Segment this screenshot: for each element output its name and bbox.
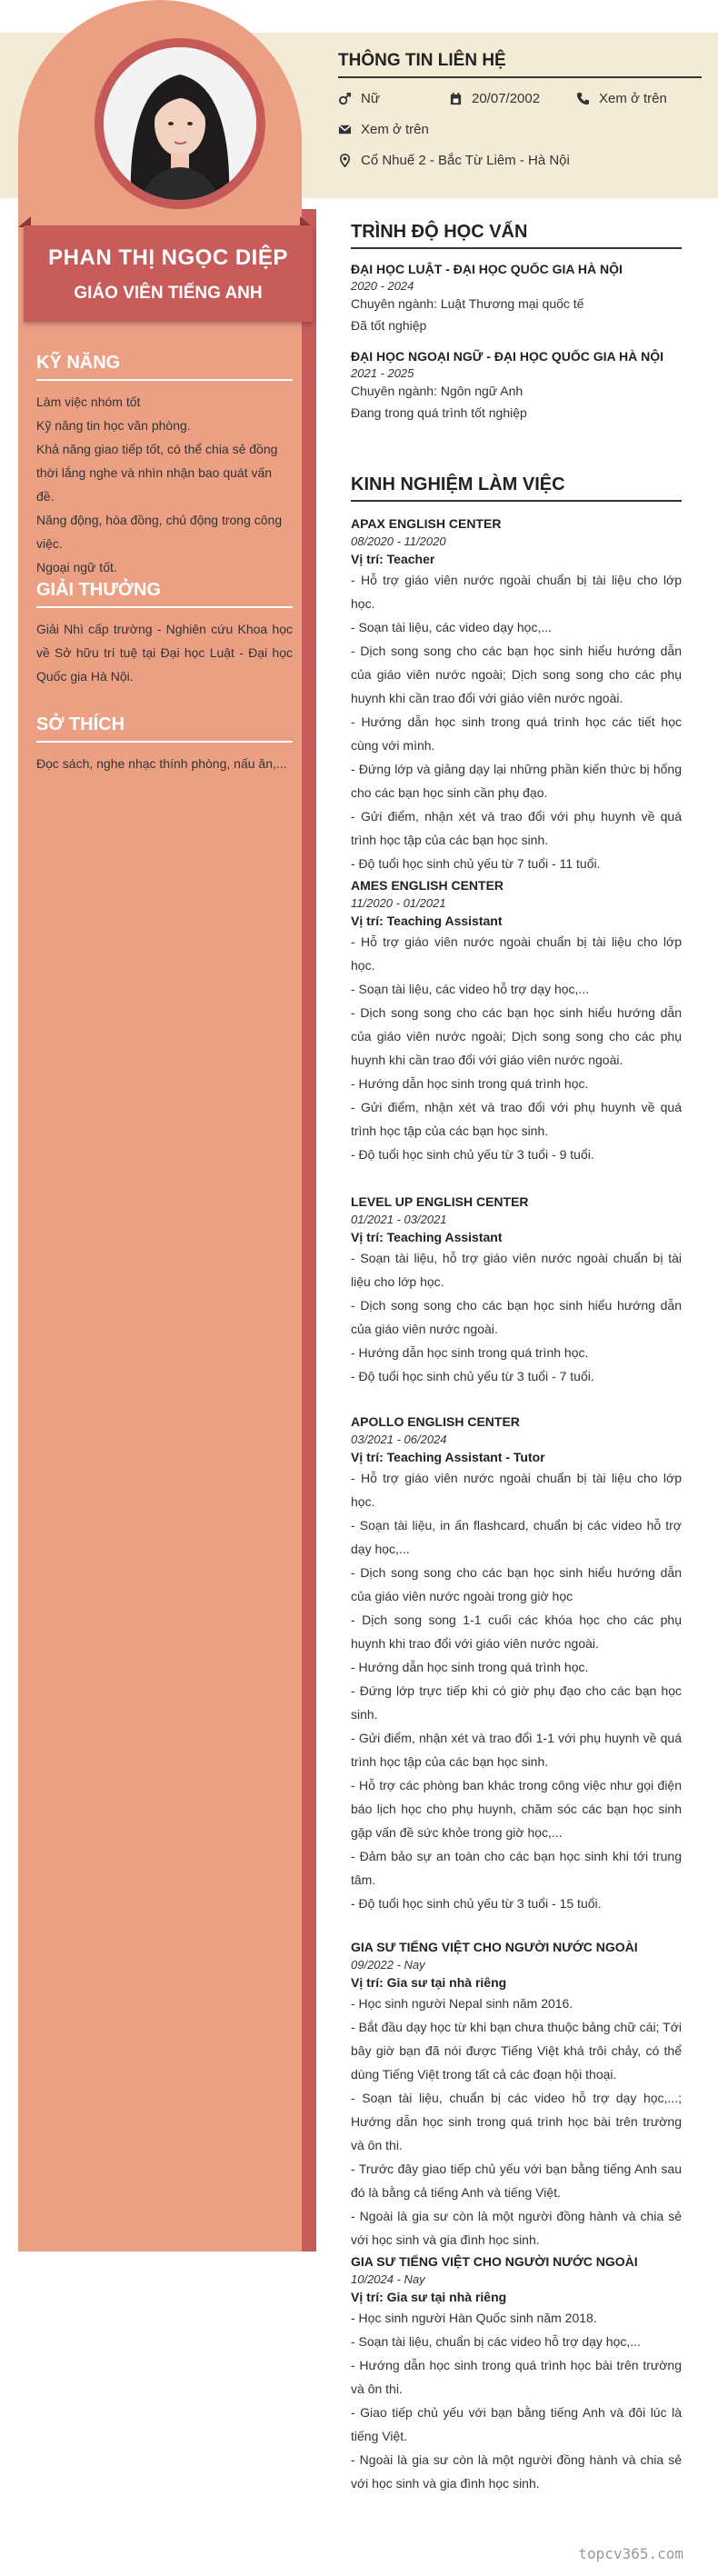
job-entry xyxy=(351,1414,682,1915)
skills-section xyxy=(36,353,293,579)
job-duty: - Giao tiếp chủ yếu với bạn bằng tiếng Anh và đôi lúc là tiếng Việt. xyxy=(351,2405,682,2443)
job-duty: - Độ tuổi học sinh chủ yếu từ 3 tuổi - 9 tuổi. xyxy=(351,1147,594,1162)
school-major: Chuyên ngành: Ngôn ngữ Anh xyxy=(351,384,524,398)
job-period: 09/2022 - Nay xyxy=(351,1958,425,1972)
job-period: 03/2021 - 06/2024 xyxy=(351,1433,447,1446)
education-section xyxy=(351,222,682,424)
phone-row xyxy=(576,91,667,106)
job-duty: - Hỗ trợ giáo viên nước ngoài chuẩn bị tài liệu cho lớp học. xyxy=(351,1471,682,1509)
job-duty: - Đảm bảo sự an toàn cho các bạn học sinh khi tới trung tâm. xyxy=(351,1849,682,1887)
job-position: Vị trí: Gia sư tại nhà riêng xyxy=(351,2290,507,2304)
job-duty: - Dịch song song cho các bạn học sinh hiểu hướng dẫn của giáo viên nước ngoài; Dịch song song cho các phụ huynh khi cần trao đổi với giáo viên nước ngoài. xyxy=(351,1005,682,1067)
job-duty: - Dịch song song cho các bạn học sinh hiểu hướng dẫn của giáo viên nước ngoài trong giờ học xyxy=(351,1565,682,1603)
experience-section xyxy=(351,474,682,502)
job-duty: - Hướng dẫn học sinh trong quá trình học. xyxy=(351,1345,589,1360)
phone-value: Xem ở trên xyxy=(599,91,667,106)
job-duty: - Gửi điểm, nhận xét và trao đổi 1-1 với phụ huynh về quá trình học tập của các bạn học sinh. xyxy=(351,1731,682,1769)
watermark: topcv365.com xyxy=(578,2545,683,2562)
job-duty: - Gửi điểm, nhận xét và trao đổi với phụ huynh về quá trình học tập của các bạn học sinh. xyxy=(351,809,682,847)
job-duty: - Hỗ trợ giáo viên nước ngoài chuẩn bị tài liệu cho lớp học. xyxy=(351,934,682,973)
education-heading: TRÌNH ĐỘ HỌC VẤN xyxy=(351,222,682,249)
awards-heading: GIẢI THƯỞNG xyxy=(36,580,293,608)
job-period: 11/2020 - 01/2021 xyxy=(351,896,446,910)
job-duty: - Dịch song song 1-1 cuối các khóa học cho các phụ huynh khi trao đổi với giáo viên nước ngoài. xyxy=(351,1612,682,1651)
job-entry xyxy=(351,1194,682,1388)
job-company: APOLLO ENGLISH CENTER xyxy=(351,1414,520,1429)
school-major: Chuyên ngành: Luật Thương mại quốc tế xyxy=(351,296,584,311)
school-name: ĐẠI HỌC LUẬT - ĐẠI HỌC QUỐC GIA HÀ NỘI xyxy=(351,262,623,276)
job-duty: - Soạn tài liệu, in ấn flashcard, chuẩn bị các video hỗ trợ dạy học,... xyxy=(351,1518,682,1556)
calendar-icon xyxy=(449,92,463,105)
sidebar xyxy=(18,0,302,2252)
hobbies-section xyxy=(36,714,293,775)
job-duty: - Trước đây giao tiếp chủ yếu với bạn bằng tiếng Anh sau đó là bằng cả tiếng Anh và tiếng Việt. xyxy=(351,2162,682,2200)
experience-heading: KINH NGHIỆM LÀM VIỆC xyxy=(351,474,682,502)
award-text: Giải Nhì cấp trường - Nghiên cứu Khoa học về Sở hữu trí tuệ tại Đại học Luật - Đại học Quốc gia Hà Nội. xyxy=(36,622,293,684)
birthday-row xyxy=(449,91,540,106)
avatar-frame xyxy=(95,38,265,209)
skill-item: Làm việc nhóm tốt xyxy=(36,394,141,409)
school-period: 2021 - 2025 xyxy=(351,366,414,380)
job-duty: - Đứng lớp trực tiếp khi có giờ phụ đạo cho các bạn học sinh. xyxy=(351,1683,682,1722)
job-duty: - Dịch song song cho các bạn học sinh hiểu hướng dẫn của giáo viên nước ngoài; Dịch song song cho các phụ huynh khi cần trao đổi với giáo viên nước ngoài. xyxy=(351,644,682,705)
job-duty: - Soạn tài liệu, các video hỗ trợ dạy học,... xyxy=(351,982,590,996)
job-duty: - Soạn tài liệu, chuẩn bị các video hỗ trợ dạy học,... xyxy=(351,2334,641,2349)
hobbies-text: Đọc sách, nghe nhạc thính phòng, nấu ăn,... xyxy=(36,756,287,771)
job-duty: - Hỗ trợ giáo viên nước ngoài chuẩn bị tài liệu cho lớp học. xyxy=(351,573,682,611)
job-entry xyxy=(351,2254,682,2495)
job-company: AMES ENGLISH CENTER xyxy=(351,878,504,893)
job-entry xyxy=(351,1940,682,2252)
job-duty: - Độ tuổi học sinh chủ yếu từ 7 tuổi - 11 tuổi. xyxy=(351,856,601,871)
job-position: Vị trí: Teaching Assistant - Tutor xyxy=(351,1450,545,1464)
job-duty: - Ngoài là gia sư còn là một người đồng hành và chia sẻ với học sinh và gia đình học sinh. xyxy=(351,2209,682,2247)
job-duty: - Độ tuổi học sinh chủ yếu từ 3 tuổi - 7 tuổi. xyxy=(351,1369,594,1383)
skill-item: Năng động, hòa đồng, chủ động trong công việc. xyxy=(36,513,283,551)
skill-item: Khả năng giao tiếp tốt, có thể chia sẻ đồng thời lắng nghe và nhìn nhận bao quát vấn đề. xyxy=(36,442,278,504)
email-row xyxy=(338,122,429,137)
job-period: 08/2020 - 11/2020 xyxy=(351,534,446,548)
job-position: Vị trí: Teaching Assistant xyxy=(351,1230,503,1244)
avatar xyxy=(104,47,256,200)
job-duty: - Soạn tài liệu, các video dạy học,... xyxy=(351,620,553,634)
skill-item: Ngoại ngữ tốt. xyxy=(36,560,117,574)
job-position: Vị trí: Gia sư tại nhà riêng xyxy=(351,1975,507,1990)
school-status: Đang trong quá trình tốt nghiệp xyxy=(351,405,527,420)
job-duty: - Học sinh người Hàn Quốc sinh năm 2018. xyxy=(351,2311,597,2325)
email-icon xyxy=(338,123,352,136)
job-period: 10/2024 - Nay xyxy=(351,2272,425,2286)
job-entry xyxy=(351,516,682,875)
job-duty: - Soạn tài liệu, hỗ trợ giáo viên nước ngoài chuẩn bị tài liệu cho lớp học. xyxy=(351,1251,682,1289)
job-period: 01/2021 - 03/2021 xyxy=(351,1213,447,1226)
job-duty: - Học sinh người Nepal sinh năm 2016. xyxy=(351,1996,573,2011)
birthday-value: 20/07/2002 xyxy=(472,91,541,106)
job-duty: - Hướng dẫn học sinh trong quá trình học. xyxy=(351,1076,589,1091)
gender-value: Nữ xyxy=(361,91,380,106)
school-status: Đã tốt nghiệp xyxy=(351,318,427,333)
skills-heading: KỸ NĂNG xyxy=(36,353,293,381)
awards-section xyxy=(36,580,293,688)
job-duty: - Hướng dẫn học sinh trong quá trình học. xyxy=(351,1660,589,1674)
job-duty: - Bắt đầu dạy học từ khi bạn chưa thuộc bảng chữ cái; Tới bây giờ bạn đã nói được Tiếng Việt khá trôi chảy, có thể dùng Tiếng Việt trong tất cả các đoạn hội thoại. xyxy=(351,2020,682,2082)
gender-icon xyxy=(338,92,352,105)
contact-heading: THÔNG TIN LIÊN HỆ xyxy=(338,51,702,78)
candidate-name: PHAN THỊ NGỌC DIỆP xyxy=(48,245,288,270)
job-company: GIA SƯ TIẾNG VIỆT CHO NGƯỜI NƯỚC NGOÀI xyxy=(351,2254,638,2269)
location-pin-icon xyxy=(338,154,352,167)
name-ribbon xyxy=(24,225,313,322)
job-duty: - Độ tuổi học sinh chủ yếu từ 3 tuổi - 15 tuổi. xyxy=(351,1896,602,1911)
gender-row xyxy=(338,91,380,106)
school-period: 2020 - 2024 xyxy=(351,279,414,293)
school-name: ĐẠI HỌC NGOẠI NGỮ - ĐẠI HỌC QUỐC GIA HÀ NỘI xyxy=(351,349,663,364)
job-duty: - Hướng dẫn học sinh trong quá trình học các tiết học cùng với mình. xyxy=(351,714,682,753)
job-duty: - Soạn tài liệu, chuẩn bị các video hỗ trợ dạy học,...; Hướng dẫn học sinh trong quá trình học bài trên trường và ôn thi. xyxy=(351,2091,682,2152)
job-duty: - Gửi điểm, nhận xét và trao đổi với phụ huynh về quá trình học tập của các bạn học sinh. xyxy=(351,1100,682,1138)
job-position: Vị trí: Teaching Assistant xyxy=(351,914,503,928)
job-duty: - Hỗ trợ các phòng ban khác trong công việc như gọi điện báo lịch học cho phụ huynh, chăm sóc các bạn học sinh gặp vấn đề sức khỏe trong giờ học,... xyxy=(351,1778,682,1840)
contact-section xyxy=(338,51,702,78)
job-entry xyxy=(351,878,682,1166)
phone-icon xyxy=(576,92,590,105)
job-duty: - Dịch song song cho các bạn học sinh hiểu hướng dẫn của giáo viên nước ngoài. xyxy=(351,1298,682,1336)
candidate-title: GIÁO VIÊN TIẾNG ANH xyxy=(74,284,263,303)
job-company: APAX ENGLISH CENTER xyxy=(351,516,502,531)
address-row xyxy=(338,153,570,168)
address-value: Cổ Nhuế 2 - Bắc Từ Liêm - Hà Nội xyxy=(361,153,570,168)
job-duty: - Đứng lớp và giảng dạy lại những phần kiến thức bị hổng cho các bạn học sinh cần phụ đạo. xyxy=(351,762,682,800)
job-position: Vị trí: Teacher xyxy=(351,552,435,566)
job-company: LEVEL UP ENGLISH CENTER xyxy=(351,1194,529,1209)
email-value: Xem ở trên xyxy=(361,122,429,137)
job-company: GIA SƯ TIẾNG VIỆT CHO NGƯỜI NƯỚC NGOÀI xyxy=(351,1940,638,1954)
job-duty: - Ngoài là gia sư còn là một người đồng hành và chia sẻ với học sinh và gia đình học sinh. xyxy=(351,2452,682,2491)
job-duty: - Hướng dẫn học sinh trong quá trình học bài trên trường và ôn thi. xyxy=(351,2358,682,2396)
hobbies-heading: SỞ THÍCH xyxy=(36,714,293,743)
skill-item: Kỹ năng tin học văn phòng. xyxy=(36,418,191,433)
